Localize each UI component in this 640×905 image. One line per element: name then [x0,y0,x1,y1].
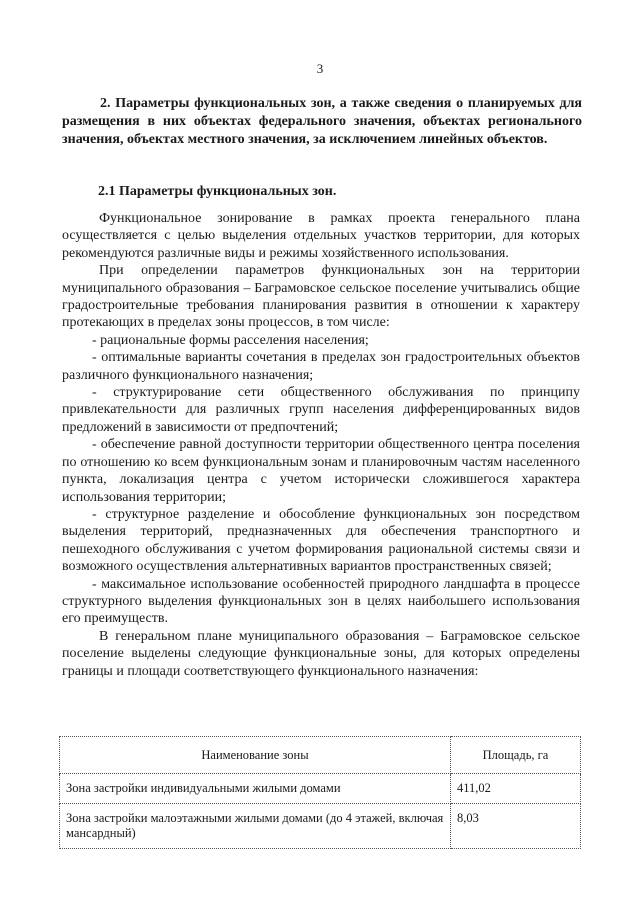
zone-area-cell: 411,02 [451,774,581,804]
table-row [60,804,581,849]
table-header-row [60,737,581,774]
subsection-heading: 2.1 Параметры функциональных зон. [98,184,337,199]
paragraph: В генеральном плане муниципального образования – Баграмовское сельское поселение выделены следующие функциональные зоны, для которых определены границы и площади соответствующего функционального назначения: [62,628,580,679]
zone-name-cell: Зона застройки индивидуальными жилыми домами [60,774,451,804]
paragraph: При определении параметров функциональных зон на территории муниципального образования – Баграмовское сельское поселение учитывались общие градостроительные требования планирования развития в отношении к характеру протекающих в пределах зоны процессов, в том числе: [62,263,580,331]
list-item: - обеспечение равной доступности территории общественного центра поселения по отношению ко всем функциональным зонам и планировочным частям населенного пункта, локализация центра с учетом исторически сложившегося характера использования территории; [62,437,580,505]
column-header-name: Наименование зоны [60,737,451,774]
zone-name-cell: Зона застройки малоэтажными жилыми домами (до 4 этажей, включая мансардный) [60,804,451,849]
body-text [62,210,580,680]
list-item: - максимальное использование особенностей природного ландшафта в процессе структурного выделения функциональных зон в целях наибольшего использования его преимуществ. [62,576,580,627]
section-heading [62,95,582,149]
table-row [60,774,581,804]
column-header-area: Площадь, га [451,737,581,774]
section-heading-text: 2. Параметры функциональных зон, а также сведения о планируемых для размещения в них объектах федерального значения, объектах регионального значения, объектах местного значения, за исключением линейных объектов. [62,96,582,147]
list-item: - структурное разделение и обособление функциональных зон посредством выделения территорий, предназначенных для обеспечения транспортного и пешеходного обслуживания с учетом формирования рациональной системы связи и возможного осуществления альтернативных вариантов пространственных связей; [62,506,580,575]
list-item: - оптимальные варианты сочетания в пределах зон градостроительных объектов различного функционального назначения; [62,350,580,383]
zones-table [59,736,581,849]
list-item: - структурирование сети общественного обслуживания по принципу привлекательности для различных групп населения дифференцированных видов предложений в зависимости от предпочтений; [62,385,580,435]
list-item: - рациональные формы расселения населения; [92,332,369,348]
paragraph: Функциональное зонирование в рамках проекта генерального плана осуществляется с целью выделения отдельных участков территории, для которых рекомендуются различные виды и режимы хозяйственного использования. [62,211,580,261]
zone-area-cell: 8,03 [451,804,581,849]
page-number: 3 [316,61,324,76]
